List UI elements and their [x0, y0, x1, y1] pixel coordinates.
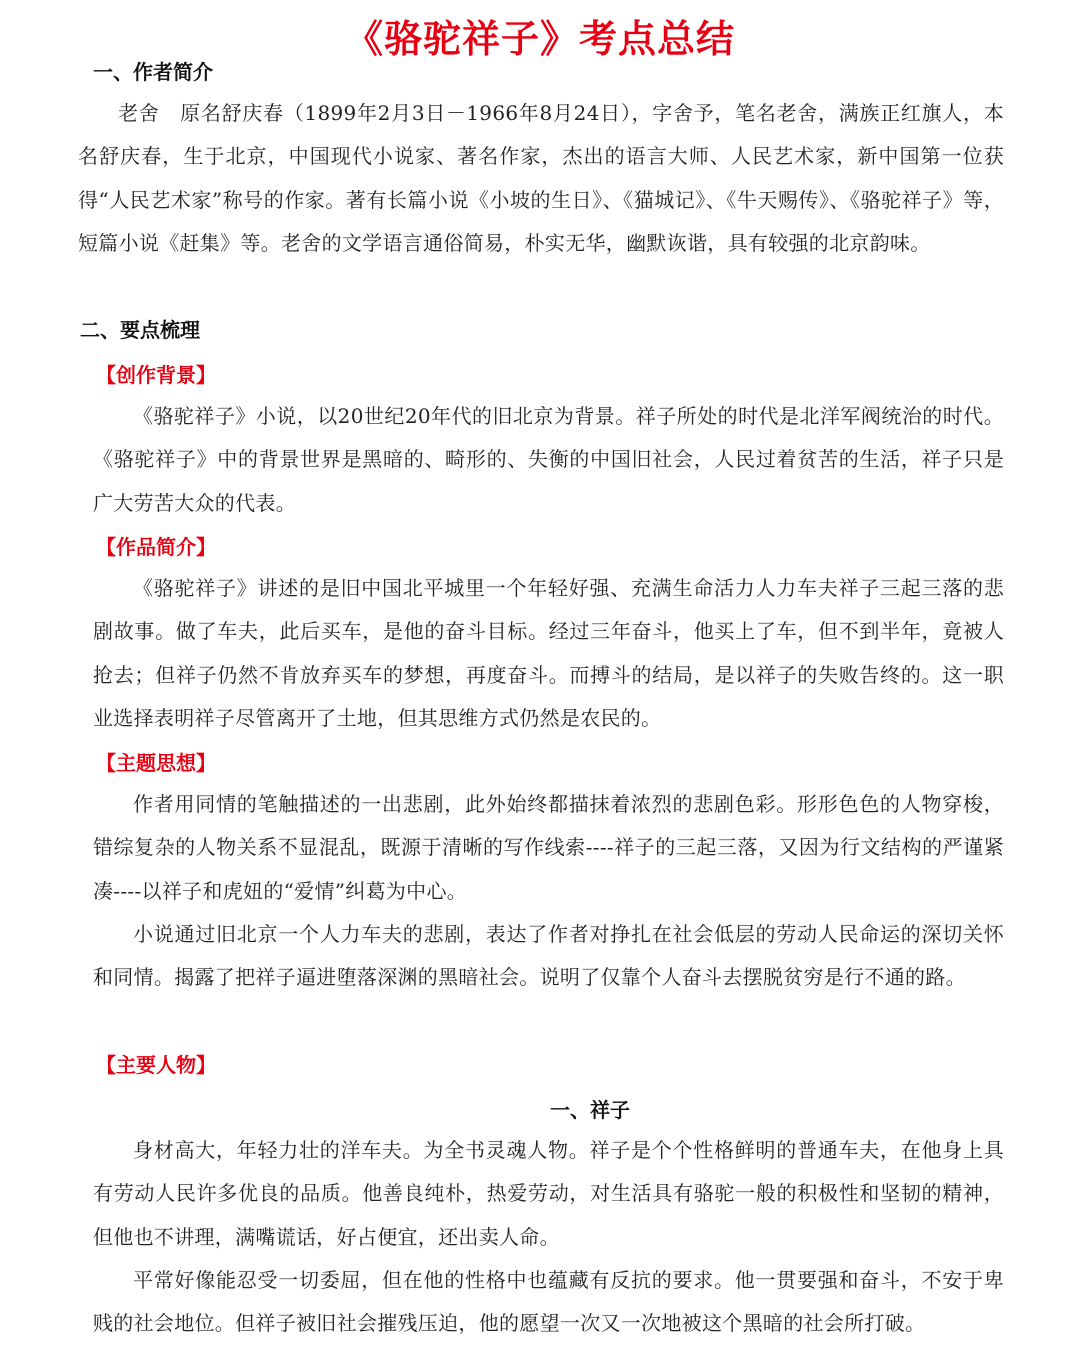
section-heading-author: 一、作者简介 [93, 60, 213, 84]
character-paragraph-1: 身材高大，年轻力壮的洋车夫。为全书灵魂人物。祥子是个个性格鲜明的普通车夫，在他身上具有劳动人民许多优良的品质。他善良纯朴，热爱劳动，对生活具有骆驼一般的积极性和坚韧的精神，但他也不讲理，满嘴谎话，好占便宜，还出卖人命。 [93, 1138, 1004, 1249]
tag-intro: 【作品简介】 [96, 535, 216, 559]
section-heading-points: 二、要点梳理 [80, 318, 200, 342]
theme-paragraph-1: 作者用同情的笔触描述的一出悲剧，此外始终都描抹着浓烈的悲剧色彩。形形色色的人物穿梭，错综复杂的人物关系不显混乱，既源于清晰的写作线索----祥子的三起三落，又因为行文结构的严谨紧凑----以祥子和虎妞的“爱情”纠葛为中心。 [93, 792, 1004, 903]
tag-background: 【创作背景】 [96, 363, 216, 387]
character-subheading: 一、祥子 [550, 1098, 630, 1122]
tag-theme: 【主题思想】 [96, 751, 216, 775]
tag-characters: 【主要人物】 [96, 1053, 216, 1077]
background-paragraph: 《骆驼祥子》小说，以20世纪20年代的旧北京为背景。祥子所处的时代是北洋军阀统治的时代。《骆驼祥子》中的背景世界是黑暗的、畸形的、失衡的中国旧社会，人民过着贫苦的生活，祥子只是广大劳苦大众的代表。 [93, 404, 1004, 515]
character-paragraph-2: 平常好像能忍受一切委屈，但在他的性格中也蕴藏有反抗的要求。他一贯要强和奋斗，不安于卑贱的社会地位。但祥子被旧社会摧残压迫，他的愿望一次又一次地被这个黑暗的社会所打破。 [93, 1268, 1004, 1336]
author-paragraph: 老舍 原名舒庆春（1899年2月3日－1966年8月24日），字舍予，笔名老舍，满族正红旗人，本名舒庆春，生于北京，中国现代小说家、著名作家，杰出的语言大师、人民艺术家，新中国第一位获得“人民艺术家”称号的作家。著有长篇小说《小坡的生日》、《猫城记》、《牛天赐传》、《骆驼祥子》等，短篇小说《赶集》等。老舍的文学语言通俗简易，朴实无华，幽默诙谐，具有较强的北京韵味。 [78, 101, 1004, 255]
theme-paragraph-2: 小说通过旧北京一个人力车夫的悲剧，表达了作者对挣扎在社会低层的劳动人民命运的深切关怀和同情。揭露了把祥子逼进堕落深渊的黑暗社会。说明了仅靠个人奋斗去摆脱贫穷是行不通的路。 [93, 922, 1004, 990]
page-title: 《骆驼祥子》考点总结 [344, 17, 735, 61]
intro-paragraph: 《骆驼祥子》讲述的是旧中国北平城里一个年轻好强、充满生命活力人力车夫祥子三起三落的悲剧故事。做了车夫，此后买车，是他的奋斗目标。经过三年奋斗，他买上了车，但不到半年，竟被人抢去；但祥子仍然不肯放弃买车的梦想，再度奋斗。而搏斗的结局，是以祥子的失败告终的。这一职业选择表明祥子尽管离开了土地，但其思维方式仍然是农民的。 [93, 576, 1004, 730]
